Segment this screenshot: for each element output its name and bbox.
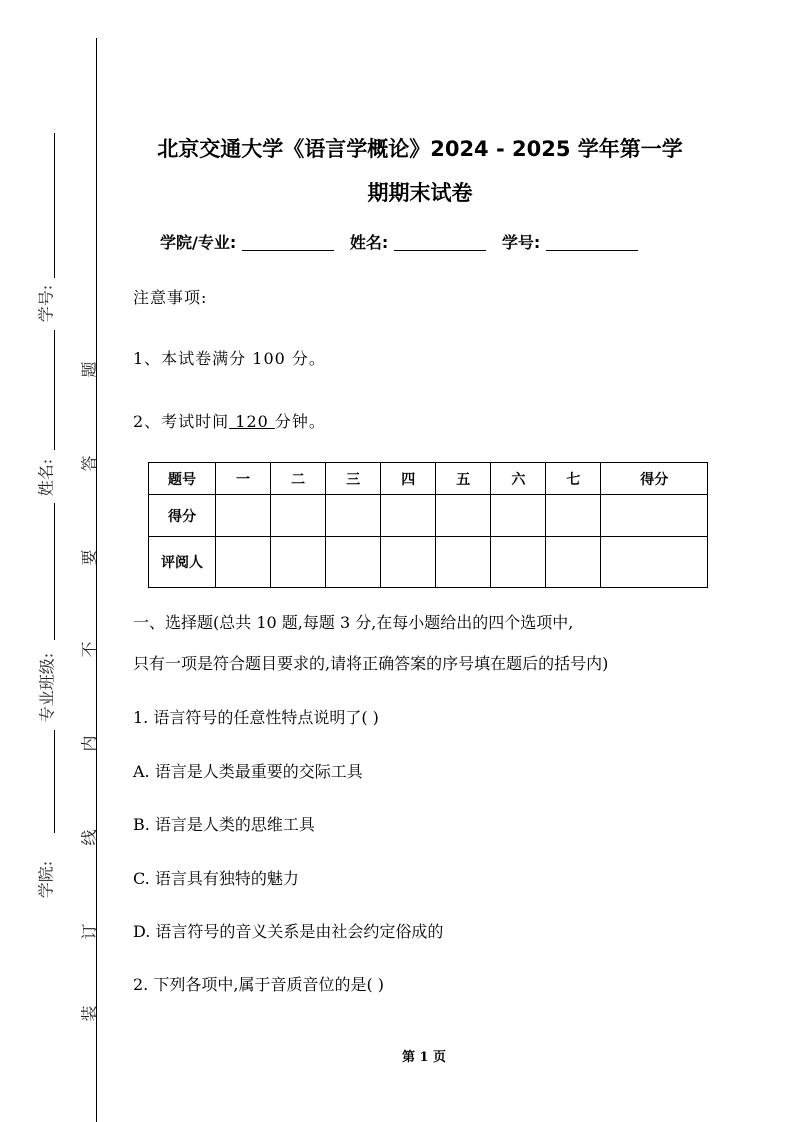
- header-cell: 三: [326, 463, 381, 495]
- margin-label-college: 学院:: [36, 860, 56, 899]
- note-item-2-prefix: 2、考试时间: [133, 412, 230, 431]
- binding-char: 答: [79, 455, 99, 472]
- student-id-blank[interactable]: [546, 250, 638, 251]
- header-cell: 得分: [601, 463, 708, 495]
- question-1-option-d: D. 语言符号的音义关系是由社会约定俗成的: [133, 922, 444, 941]
- binding-char: 订: [79, 923, 99, 940]
- student-info-fields: [160, 230, 648, 253]
- note-item-2: [133, 409, 326, 432]
- grader-cell[interactable]: [326, 537, 381, 588]
- margin-label-name: 姓名:: [36, 458, 56, 497]
- margin-rule-4: [54, 730, 55, 833]
- header-cell: 五: [436, 463, 491, 495]
- score-cell[interactable]: [271, 495, 326, 537]
- binding-line: [96, 38, 97, 1122]
- note-item-2-suffix: 分钟。: [274, 412, 326, 431]
- college-major-label: 学院/专业:: [160, 233, 237, 252]
- grader-cell[interactable]: [216, 537, 271, 588]
- name-label: 姓名:: [349, 233, 389, 252]
- score-cell[interactable]: [436, 495, 491, 537]
- score-cell[interactable]: [546, 495, 601, 537]
- college-major-blank[interactable]: [242, 250, 334, 251]
- binding-char: 装: [79, 1005, 99, 1022]
- binding-char: 要: [79, 549, 99, 566]
- margin-rule-2: [54, 330, 55, 450]
- margin-label-major-class: 专业班级:: [37, 652, 57, 723]
- exam-title-line2: 期期末试卷: [367, 181, 473, 205]
- score-cell[interactable]: [491, 495, 546, 537]
- binding-char: 线: [79, 829, 99, 846]
- section1-instructions-line2: 只有一项是符合题目要求的,请将正确答案的序号填在题后的括号内): [133, 654, 609, 673]
- header-cell: 一: [216, 463, 271, 495]
- page-number: 第 1 页: [401, 1050, 447, 1065]
- exam-title-line1: 北京交通大学《语言学概论》2024 - 2025 学年第一学: [157, 137, 683, 161]
- score-cell[interactable]: [326, 495, 381, 537]
- margin-rule-3: [54, 503, 55, 640]
- binding-char: 题: [79, 361, 99, 378]
- grader-cell[interactable]: [491, 537, 546, 588]
- header-cell: 题号: [149, 463, 216, 495]
- score-table: [148, 462, 708, 588]
- question-1-option-a: A. 语言是人类最重要的交际工具: [133, 762, 363, 781]
- header-cell: 六: [491, 463, 546, 495]
- note-item-1: 1、本试卷满分 100 分。: [133, 349, 326, 368]
- grader-cell[interactable]: [271, 537, 326, 588]
- student-id-label: 学号:: [501, 233, 541, 252]
- grader-row: [149, 537, 708, 588]
- header-cell: 七: [546, 463, 601, 495]
- grader-cell[interactable]: [436, 537, 491, 588]
- notes-heading: 注意事项:: [133, 288, 208, 307]
- question-2-stem: 2. 下列各项中,属于音质音位的是( ): [133, 975, 385, 994]
- margin-label-student-id: 学号:: [36, 284, 56, 323]
- score-cell[interactable]: [216, 495, 271, 537]
- question-1-option-c: C. 语言具有独特的魅力: [133, 869, 299, 888]
- section1-instructions-line1: 一、选择题(总共 10 题,每题 3 分,在每小题给出的四个选项中,: [133, 613, 574, 632]
- binding-char: 内: [79, 735, 99, 752]
- score-table-header-row: [149, 463, 708, 495]
- grader-cell[interactable]: [381, 537, 436, 588]
- exam-duration-value: 120: [229, 412, 275, 431]
- binding-char: 不: [79, 641, 99, 658]
- score-cell[interactable]: [601, 495, 708, 537]
- row-label: 评阅人: [149, 537, 216, 588]
- question-1-stem: 1. 语言符号的任意性特点说明了( ): [133, 708, 379, 727]
- grader-cell[interactable]: [601, 537, 708, 588]
- grader-cell[interactable]: [546, 537, 601, 588]
- name-blank[interactable]: [394, 250, 486, 251]
- score-cell[interactable]: [381, 495, 436, 537]
- row-label: 得分: [149, 495, 216, 537]
- question-1-option-b: B. 语言是人类的思维工具: [133, 815, 315, 834]
- margin-rule-1: [54, 133, 55, 278]
- header-cell: 二: [271, 463, 326, 495]
- header-cell: 四: [381, 463, 436, 495]
- score-row: [149, 495, 708, 537]
